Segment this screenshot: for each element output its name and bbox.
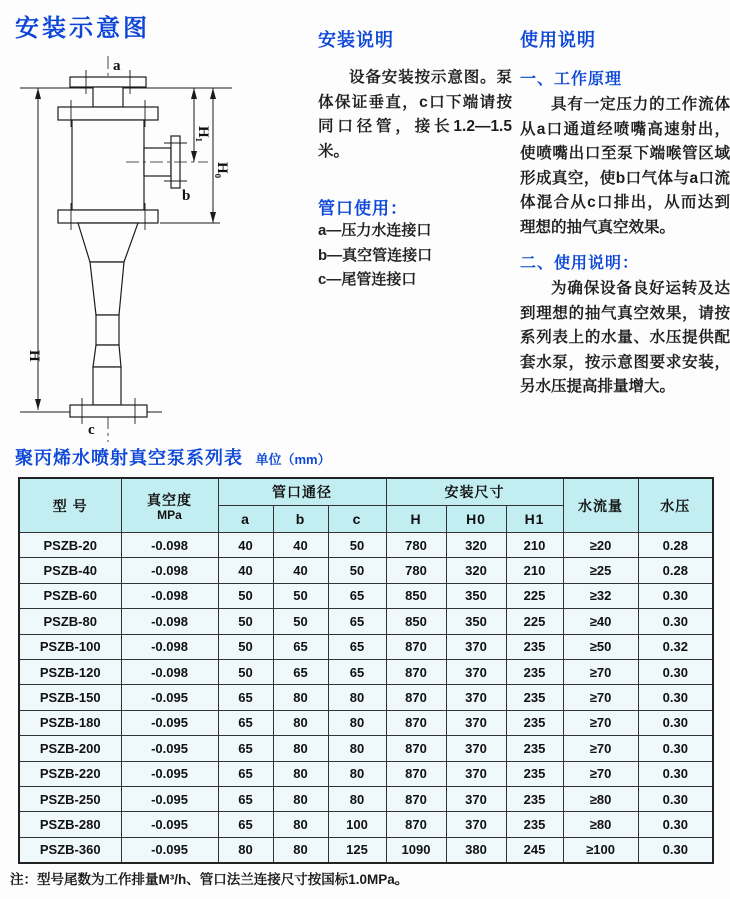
- converging-cone: [78, 223, 138, 262]
- cell-flow: ≥40: [563, 609, 638, 634]
- cell-dim-h1: 235: [506, 685, 563, 710]
- throat-taper: [90, 262, 124, 315]
- cell-bore-a: 65: [218, 710, 273, 735]
- table-row: [19, 761, 713, 786]
- cell-flow: ≥50: [563, 634, 638, 659]
- cell-model: PSZB-80: [19, 609, 121, 634]
- usage-instructions-text: 为确保设备良好运转及达到理想的抽气真空效果，请按系列表上的水量、水压提供配套水泵，按示意图要求安装，另水压提高排量增大。: [520, 280, 730, 395]
- page-title: 安装示意图: [15, 15, 150, 42]
- cell-bore-b: 80: [273, 761, 328, 786]
- cell-pressure: 0.30: [638, 837, 713, 863]
- cell-flow: ≥70: [563, 736, 638, 761]
- col-header-flow: 水流量: [563, 478, 638, 533]
- diffuser: [93, 345, 121, 367]
- cell-vacuum: -0.098: [121, 634, 218, 659]
- port-a-label: a: [113, 58, 121, 74]
- col-header-h1: H1: [506, 506, 563, 533]
- cell-flow: ≥80: [563, 786, 638, 811]
- cell-bore-c: 125: [328, 837, 386, 863]
- table-unit-label: 单位（mm）: [255, 452, 331, 467]
- cell-model: PSZB-250: [19, 786, 121, 811]
- cell-flow: ≥70: [563, 710, 638, 735]
- cell-dim-h1: 235: [506, 812, 563, 837]
- cell-dim-h0: 370: [446, 761, 506, 786]
- cell-vacuum: -0.098: [121, 583, 218, 608]
- cell-bore-a: 80: [218, 837, 273, 863]
- cell-bore-c: 80: [328, 786, 386, 811]
- cell-dim-h1: 235: [506, 634, 563, 659]
- table-row: [19, 659, 713, 684]
- cell-dim-h: 870: [386, 812, 446, 837]
- port-c-label: c: [88, 422, 95, 438]
- col-header-b: b: [273, 506, 328, 533]
- cell-dim-h: 850: [386, 583, 446, 608]
- col-group-bore: 管口通径: [218, 478, 386, 506]
- pump-drawing: [8, 50, 246, 448]
- usage-title: 使用说明: [520, 30, 596, 50]
- col-header-model: 型 号: [19, 478, 121, 533]
- cell-dim-h0: 350: [446, 583, 506, 608]
- cell-bore-b: 50: [273, 583, 328, 608]
- cell-dim-h0: 350: [446, 609, 506, 634]
- cell-vacuum: -0.095: [121, 685, 218, 710]
- usage-notes-column: [520, 26, 730, 400]
- cell-dim-h: 870: [386, 786, 446, 811]
- spec-table: [18, 477, 714, 864]
- cell-vacuum: -0.095: [121, 786, 218, 811]
- table-row: [19, 533, 713, 558]
- cell-model: PSZB-150: [19, 685, 121, 710]
- cell-bore-a: 40: [218, 533, 273, 558]
- cell-pressure: 0.30: [638, 609, 713, 634]
- cell-dim-h1: 235: [506, 710, 563, 735]
- cell-dim-h0: 370: [446, 634, 506, 659]
- cell-bore-a: 50: [218, 583, 273, 608]
- installation-notes-title: 安装说明: [318, 30, 394, 50]
- cell-dim-h0: 370: [446, 710, 506, 735]
- table-row: [19, 736, 713, 761]
- table-title-row: [15, 444, 331, 470]
- cell-model: PSZB-40: [19, 558, 121, 583]
- cell-bore-b: 65: [273, 659, 328, 684]
- port-usage-item-a: a—压力水连接口: [318, 222, 432, 239]
- cell-pressure: 0.30: [638, 812, 713, 837]
- tail-tube: [93, 367, 121, 405]
- cell-bore-b: 80: [273, 685, 328, 710]
- table-body: [19, 533, 713, 864]
- table-row: [19, 837, 713, 863]
- upper-body-flange: [58, 107, 158, 120]
- dim-arrow: [210, 88, 216, 99]
- vacuum-label: 真空度: [147, 491, 192, 508]
- cell-vacuum: -0.095: [121, 736, 218, 761]
- col-header-a: a: [218, 506, 273, 533]
- installation-notes-text: 设备安装按示意图。泵体保证垂直，c口下端请按同口径管，接长1.2—1.5米。: [318, 69, 512, 160]
- dim-arrow: [191, 88, 197, 99]
- cell-bore-c: 80: [328, 710, 386, 735]
- cell-dim-h1: 235: [506, 736, 563, 761]
- pump-body: [72, 120, 144, 210]
- cell-bore-b: 80: [273, 812, 328, 837]
- cell-dim-h: 870: [386, 761, 446, 786]
- cell-pressure: 0.30: [638, 685, 713, 710]
- cell-pressure: 0.28: [638, 558, 713, 583]
- cell-vacuum: -0.098: [121, 609, 218, 634]
- cell-flow: ≥25: [563, 558, 638, 583]
- cell-bore-b: 80: [273, 837, 328, 863]
- dim-arrow: [35, 88, 41, 99]
- cell-vacuum: -0.098: [121, 659, 218, 684]
- vacuum-unit: MPa: [157, 507, 182, 522]
- cell-bore-c: 80: [328, 736, 386, 761]
- cell-dim-h1: 210: [506, 533, 563, 558]
- port-usage-block: [318, 194, 512, 293]
- table-row: [19, 786, 713, 811]
- top-flange: [70, 77, 146, 87]
- cell-dim-h: 780: [386, 558, 446, 583]
- installation-diagram: [8, 50, 246, 448]
- cell-pressure: 0.30: [638, 710, 713, 735]
- cell-bore-b: 80: [273, 736, 328, 761]
- cell-bore-c: 65: [328, 634, 386, 659]
- cell-dim-h1: 245: [506, 837, 563, 863]
- cell-bore-a: 65: [218, 786, 273, 811]
- working-principle-text: 具有一定压力的工作流体从a口通道经喷嘴高速射出，使喷嘴出口至泵下端喉管区域形成真空，使b口气体与a口流体混合从c口排出，从而达到理想的抽气真空效果。: [520, 96, 730, 236]
- cell-dim-h: 850: [386, 609, 446, 634]
- cell-dim-h0: 320: [446, 558, 506, 583]
- cell-flow: ≥80: [563, 812, 638, 837]
- cell-bore-b: 50: [273, 609, 328, 634]
- col-header-h0: H0: [446, 506, 506, 533]
- table-row: [19, 812, 713, 837]
- cell-dim-h: 1090: [386, 837, 446, 863]
- cell-dim-h: 870: [386, 736, 446, 761]
- cell-dim-h0: 380: [446, 837, 506, 863]
- dim-h0-label: H₀: [214, 162, 230, 179]
- col-header-h: H: [386, 506, 446, 533]
- cell-dim-h: 870: [386, 634, 446, 659]
- cell-bore-c: 65: [328, 609, 386, 634]
- cell-dim-h0: 370: [446, 736, 506, 761]
- cell-pressure: 0.32: [638, 634, 713, 659]
- cell-bore-a: 50: [218, 634, 273, 659]
- cell-flow: ≥100: [563, 837, 638, 863]
- cell-dim-h1: 225: [506, 609, 563, 634]
- dim-h1-label: H₁: [195, 126, 211, 143]
- cell-bore-a: 65: [218, 685, 273, 710]
- cell-model: PSZB-220: [19, 761, 121, 786]
- port-usage-title: 管口使用：: [318, 199, 408, 218]
- cell-dim-h1: 235: [506, 659, 563, 684]
- cell-dim-h1: 235: [506, 786, 563, 811]
- cell-model: PSZB-280: [19, 812, 121, 837]
- cell-vacuum: -0.095: [121, 837, 218, 863]
- cell-pressure: 0.30: [638, 583, 713, 608]
- cell-pressure: 0.30: [638, 761, 713, 786]
- cell-bore-a: 50: [218, 659, 273, 684]
- cell-dim-h0: 370: [446, 659, 506, 684]
- table-row: [19, 609, 713, 634]
- cell-bore-c: 100: [328, 812, 386, 837]
- col-group-dimensions: 安装尺寸: [386, 478, 563, 506]
- table-row: [19, 634, 713, 659]
- cell-dim-h0: 370: [446, 786, 506, 811]
- cell-pressure: 0.28: [638, 533, 713, 558]
- port-b-label: b: [182, 188, 191, 204]
- cell-flow: ≥70: [563, 761, 638, 786]
- cell-vacuum: -0.095: [121, 710, 218, 735]
- dim-h-label: H: [26, 350, 42, 362]
- cell-vacuum: -0.095: [121, 761, 218, 786]
- cell-model: PSZB-120: [19, 659, 121, 684]
- cell-dim-h0: 320: [446, 533, 506, 558]
- cell-dim-h1: 235: [506, 761, 563, 786]
- col-header-pressure: 水压: [638, 478, 713, 533]
- cell-bore-b: 80: [273, 786, 328, 811]
- cell-bore-b: 80: [273, 710, 328, 735]
- cell-bore-a: 65: [218, 736, 273, 761]
- cell-dim-h: 780: [386, 533, 446, 558]
- cell-model: PSZB-200: [19, 736, 121, 761]
- cell-bore-a: 65: [218, 761, 273, 786]
- cell-model: PSZB-20: [19, 533, 121, 558]
- cell-flow: ≥70: [563, 659, 638, 684]
- cell-dim-h0: 370: [446, 685, 506, 710]
- footnote: 注：型号尾数为工作排量M³/h、管口法兰连接尺寸按国标1.0MPa。: [10, 872, 409, 887]
- cell-bore-b: 40: [273, 558, 328, 583]
- cell-bore-a: 50: [218, 609, 273, 634]
- cell-vacuum: -0.095: [121, 812, 218, 837]
- cell-bore-c: 65: [328, 659, 386, 684]
- cell-dim-h: 870: [386, 659, 446, 684]
- cell-vacuum: -0.098: [121, 558, 218, 583]
- cell-pressure: 0.30: [638, 786, 713, 811]
- cell-bore-c: 65: [328, 583, 386, 608]
- table-row: [19, 710, 713, 735]
- cell-dim-h: 870: [386, 710, 446, 735]
- working-principle-title: 一、工作原理: [520, 71, 623, 88]
- cell-model: PSZB-100: [19, 634, 121, 659]
- cell-flow: ≥20: [563, 533, 638, 558]
- table-title: 聚丙烯水喷射真空泵系列表: [15, 448, 243, 468]
- cell-bore-a: 40: [218, 558, 273, 583]
- installation-notes-column: [318, 26, 512, 293]
- cell-flow: ≥32: [563, 583, 638, 608]
- cell-model: PSZB-60: [19, 583, 121, 608]
- cell-dim-h1: 210: [506, 558, 563, 583]
- cell-bore-c: 50: [328, 533, 386, 558]
- cell-dim-h: 870: [386, 685, 446, 710]
- cell-vacuum: -0.098: [121, 533, 218, 558]
- cell-model: PSZB-180: [19, 710, 121, 735]
- cell-pressure: 0.30: [638, 659, 713, 684]
- cell-bore-b: 65: [273, 634, 328, 659]
- inlet-neck: [93, 87, 123, 107]
- cell-pressure: 0.30: [638, 736, 713, 761]
- table-row: [19, 558, 713, 583]
- dim-arrow: [191, 151, 197, 162]
- dim-arrow: [35, 399, 41, 410]
- cell-bore-c: 80: [328, 685, 386, 710]
- throat-tube: [96, 315, 119, 345]
- dim-arrow: [210, 212, 216, 223]
- cell-dim-h1: 225: [506, 583, 563, 608]
- cell-bore-a: 65: [218, 812, 273, 837]
- port-usage-item-b: b—真空管连接口: [318, 246, 433, 264]
- cell-bore-b: 40: [273, 533, 328, 558]
- cell-model: PSZB-360: [19, 837, 121, 863]
- port-usage-item-c: c—尾管连接口: [318, 271, 417, 288]
- table-row: [19, 583, 713, 608]
- lower-body-flange: [58, 210, 158, 223]
- cell-dim-h0: 370: [446, 812, 506, 837]
- cell-bore-c: 50: [328, 558, 386, 583]
- col-header-vacuum: [121, 478, 218, 533]
- table-row: [19, 685, 713, 710]
- spec-table-header: [19, 478, 713, 533]
- cell-bore-c: 80: [328, 761, 386, 786]
- col-header-c: c: [328, 506, 386, 533]
- usage-instructions-title: 二、使用说明：: [520, 255, 640, 272]
- cell-flow: ≥70: [563, 685, 638, 710]
